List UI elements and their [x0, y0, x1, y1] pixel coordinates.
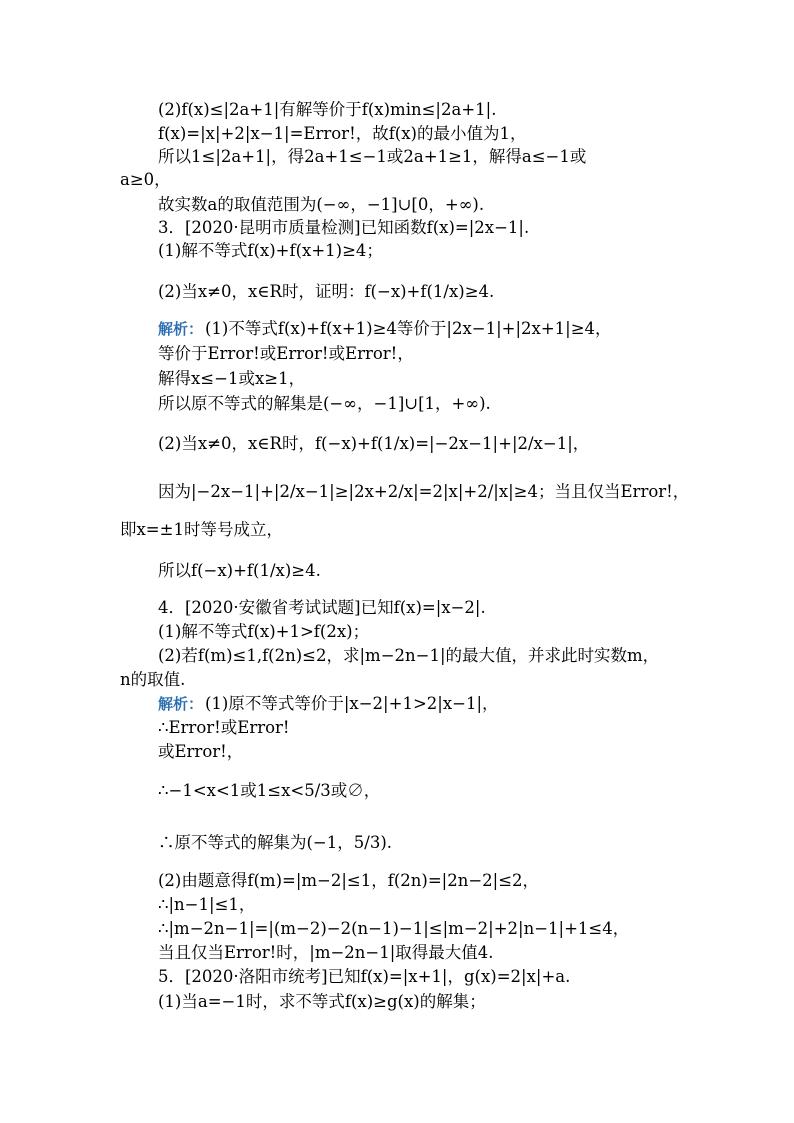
text-line: 故实数a的取值范围为(−∞，−1]∪[0，+∞). [158, 195, 485, 214]
text-line: 或Error!， [158, 742, 244, 761]
text-line: (1)解不等式f(x)+1>f(2x)； [158, 622, 370, 641]
text-line: ∴|m−2n−1|=|(m−2)−2(n−1)−1|≤|m−2|+2|n−1|+1≤4， [158, 919, 630, 938]
text-line: (1)原不等式等价于|x−2|+1>2|x−1|， [205, 694, 499, 713]
text-line: a≥0， [120, 170, 171, 189]
text-line: (1)解不等式f(x)+f(x+1)≥4； [158, 241, 383, 260]
problem-heading: 3．[2020·昆明市质量检测]已知函数f(x)=|2x−1|. [158, 218, 530, 237]
text-line: 等价于Error!或Error!或Error!， [158, 344, 414, 363]
text-line: 所以f(−x)+f(1/x)≥4. [158, 561, 321, 580]
text-line: (1)不等式f(x)+f(x+1)≥4等价于|2x−1|+|2x+1|≥4， [205, 319, 612, 338]
text-line: 所以原不等式的解集是(−∞，−1]∪[1，+∞). [158, 394, 491, 413]
text-line: 即x=±1时等号成立， [120, 520, 283, 539]
text-line: 解得x≤−1或x≥1， [158, 369, 306, 388]
text-line: (1)当a=−1时，求不等式f(x)≥g(x)的解集； [158, 992, 486, 1011]
problem-heading: 4．[2020·安徽省考试试题]已知f(x)=|x−2|. [158, 598, 486, 617]
text-line: (2)当x≠0，x∈R时，证明：f(−x)+f(1/x)≥4. [158, 282, 495, 301]
problem-heading: 5．[2020·洛阳市统考]已知f(x)=|x+1|，g(x)=2|x|+a. [158, 967, 571, 986]
text-line: (2)若f(m)≤1,f(2n)≤2，求|m−2n−1|的最大值，并求此时实数m， [158, 646, 660, 665]
solution-label: 解析： [158, 695, 204, 713]
text-line: f(x)=|x|+2|x−1|=Error!，故f(x)的最小值为1， [158, 124, 527, 143]
text-line: (2)当x≠0，x∈R时，f(−x)+f(1/x)=|−2x−1|+|2/x−1|， [158, 434, 590, 453]
text-line: 因为|−2x−1|+|2/x−1|≥|2x+2/x|=2|x|+2/|x|≥4；当且仅当Error!， [158, 482, 690, 501]
text-line: ∴−1<x<1或1≤x<5/3或∅， [158, 781, 381, 800]
text-line: ∴|n−1|≤1， [158, 895, 256, 914]
text-line: (2)f(x)≤|2a+1|有解等价于f(x)min≤|2a+1|. [158, 100, 497, 119]
text-line: ∴Error!或Error! [158, 718, 290, 737]
solution-label: 解析： [158, 320, 204, 338]
text-line: (2)由题意得f(m)=|m−2|≤1，f(2n)=|2n−2|≤2， [158, 871, 540, 890]
text-line: ∴原不等式的解集为(−1，5/3). [158, 833, 392, 852]
text-line: 当且仅当Error!时，|m−2n−1|取得最大值4. [158, 943, 494, 962]
text-line: n的取值. [120, 670, 186, 689]
text-line: 所以1≤|2a+1|，得2a+1≤−1或2a+1≥1，解得a≤−1或 [158, 147, 587, 166]
